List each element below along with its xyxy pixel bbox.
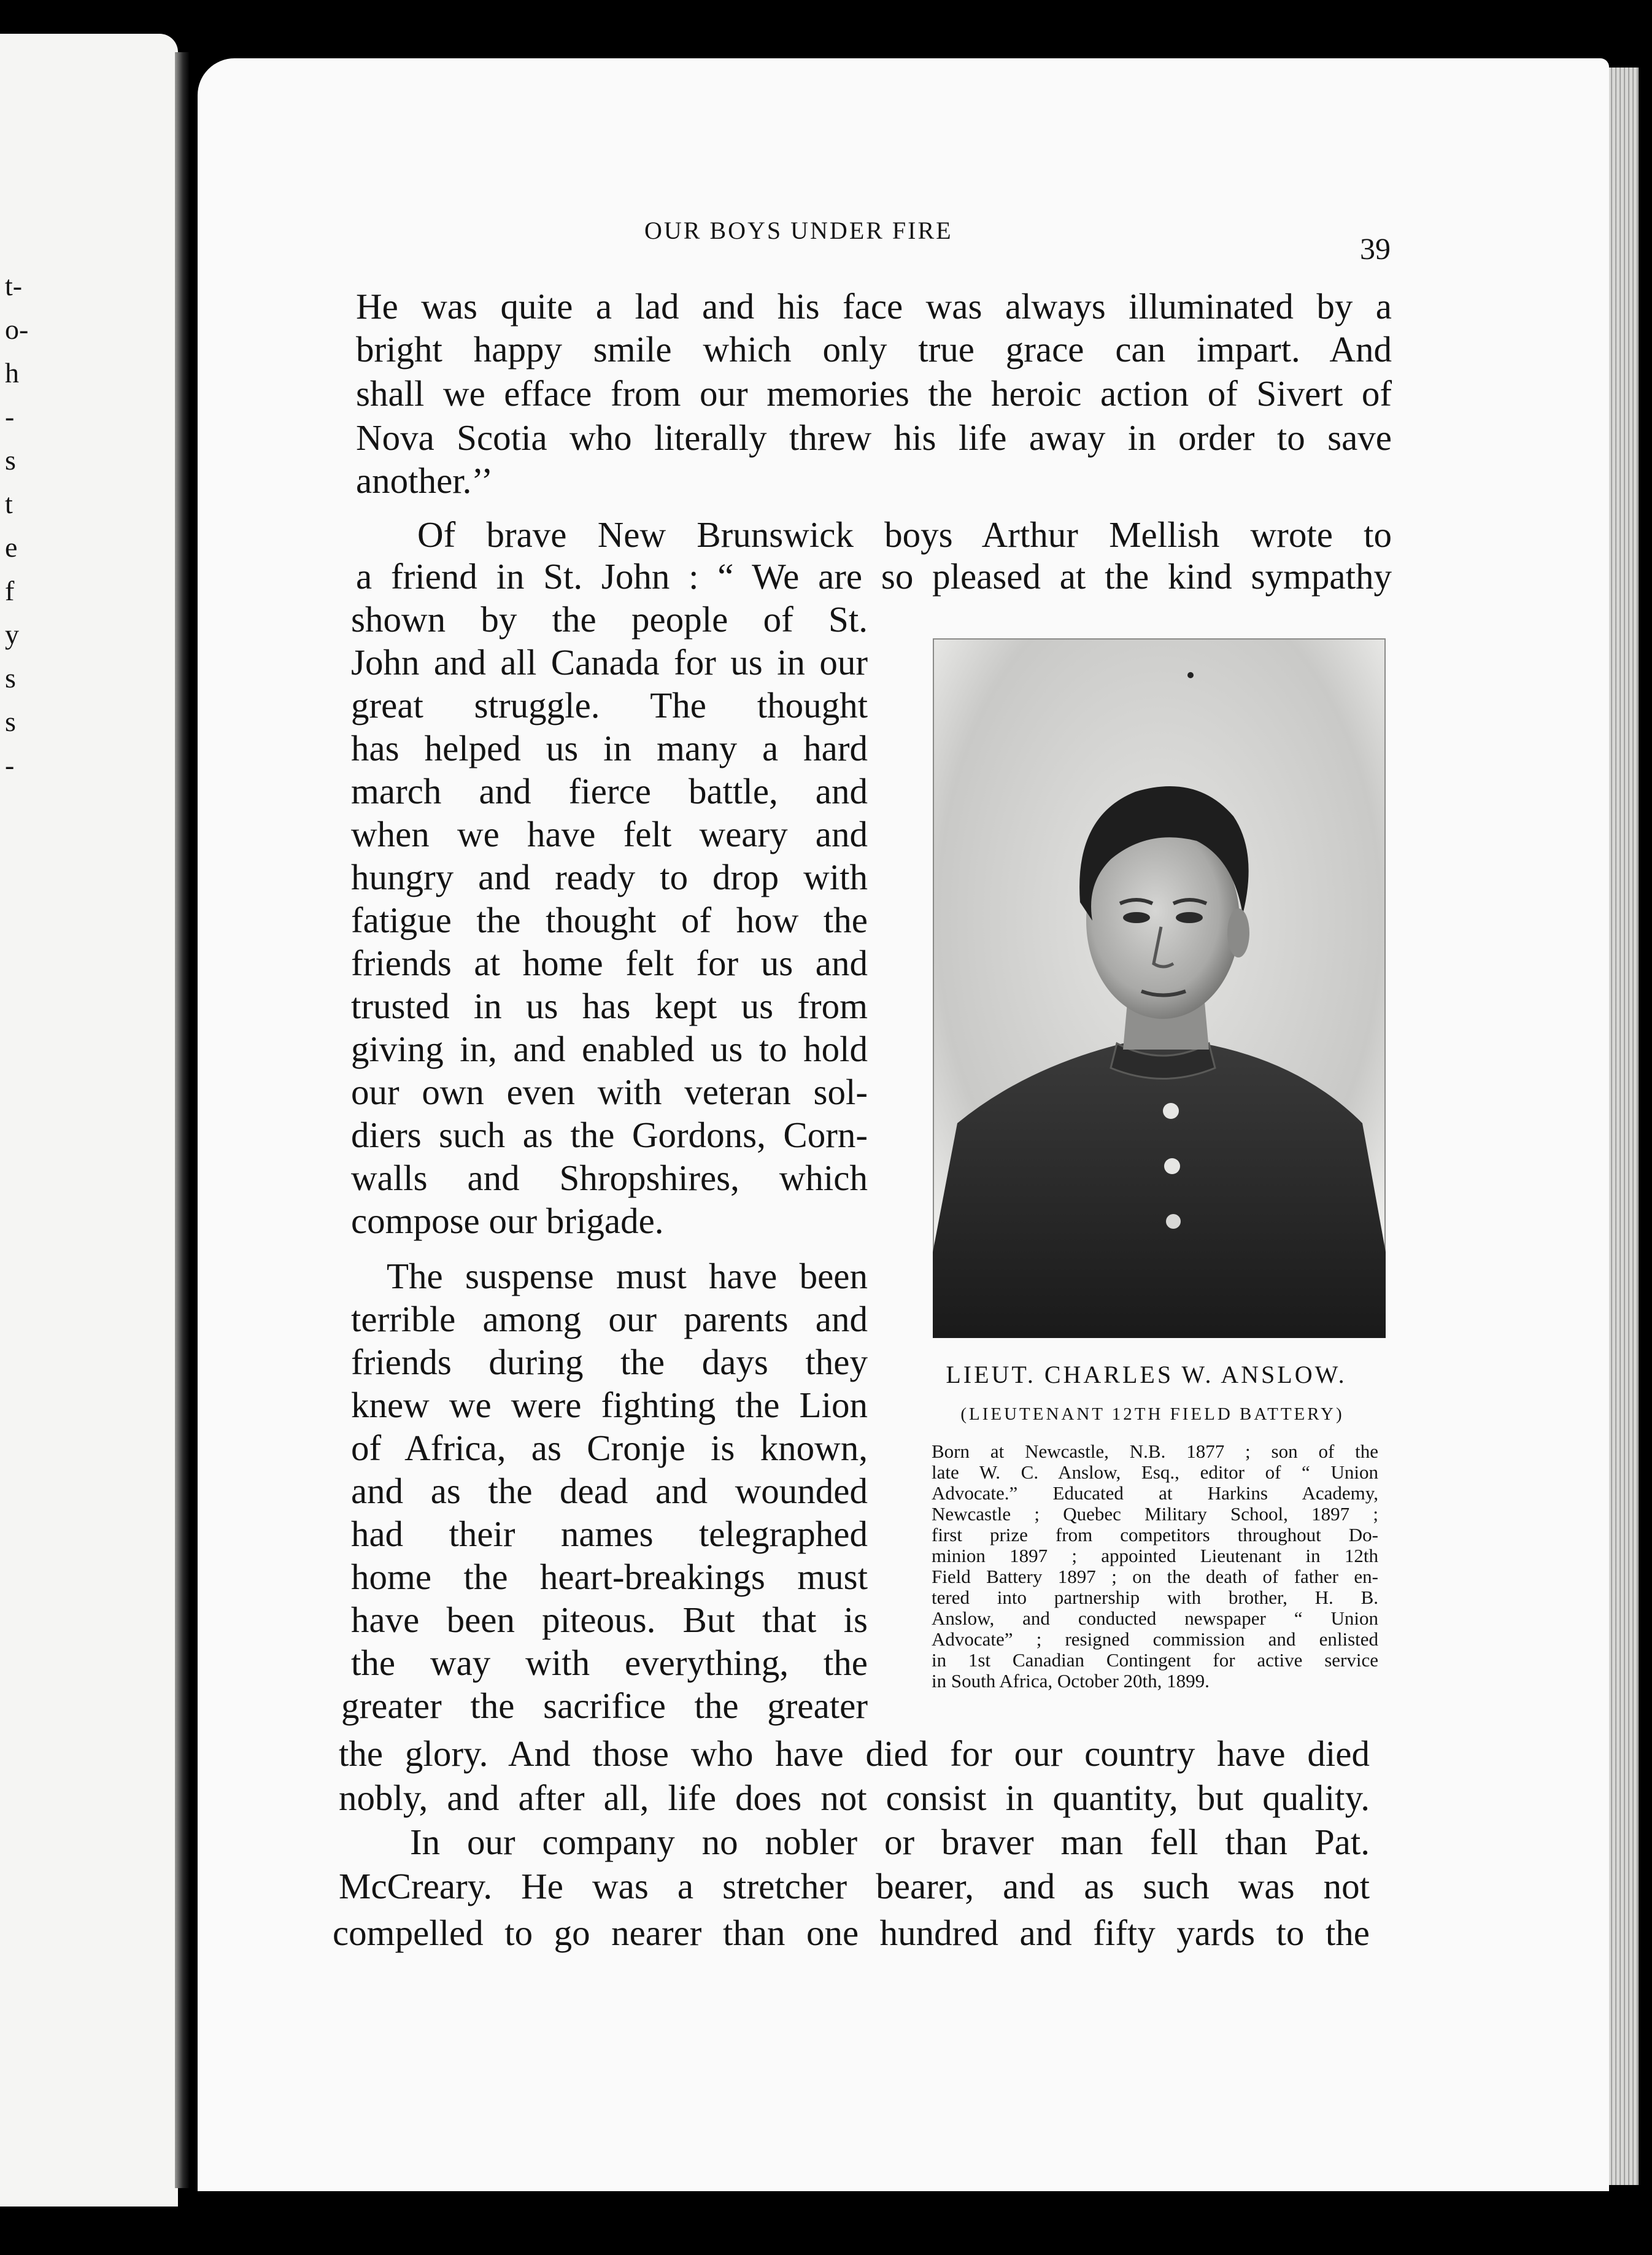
body-line: hungry and ready to drop with xyxy=(351,857,868,897)
body-line: bright happy smile which only true grace can impart. And xyxy=(356,329,1392,369)
body-line: of Africa, as Cronje is known, xyxy=(351,1428,868,1468)
fragment: t xyxy=(5,488,13,519)
body-line: our own even with veteran sol- xyxy=(351,1072,868,1112)
body-line: Nova Scotia who literally threw his life away in order to save xyxy=(356,417,1392,458)
fragment: h xyxy=(5,357,19,389)
fragment: s xyxy=(5,706,16,737)
bio-line: Advocate.” Educated at Harkins Academy, xyxy=(932,1482,1378,1504)
body-line: the way with everything, the xyxy=(351,1642,868,1683)
portrait-caption-rank: (LIEUTENANT 12TH FIELD BATTERY) xyxy=(960,1404,1345,1424)
body-line: nobly, and after all, life does not consist in quantity, but quality. xyxy=(339,1777,1370,1818)
fragment: y xyxy=(5,619,19,650)
bio-line: Advocate” ; resigned commission and enlisted xyxy=(932,1628,1378,1650)
bio-line: Born at Newcastle, N.B. 1877 ; son of the xyxy=(932,1441,1378,1462)
body-line: a friend in St. John : “ We are so pleased at the kind sympathy xyxy=(356,556,1392,597)
bio-line: Anslow, and conducted newspaper “ Union xyxy=(932,1607,1378,1629)
body-line: He was quite a lad and his face was always illuminated by a xyxy=(356,286,1392,327)
left-page-text-fragments xyxy=(5,264,29,787)
body-line: fatigue the thought of how the xyxy=(351,900,868,940)
body-line: walls and Shropshires, which xyxy=(351,1158,868,1198)
bio-line: in 1st Canadian Contingent for active service xyxy=(932,1649,1378,1671)
body-line: has helped us in many a hard xyxy=(351,728,868,768)
body-line: trusted in us has kept us from xyxy=(351,986,868,1026)
fragment: e xyxy=(5,532,18,563)
body-line: had their names telegraphed xyxy=(351,1514,868,1554)
fragment: s xyxy=(5,662,16,694)
portrait-caption-name: LIEUT. CHARLES W. ANSLOW. xyxy=(946,1361,1347,1388)
body-line: compose our brigade. xyxy=(351,1201,664,1241)
fragment: t- xyxy=(5,270,23,301)
body-line: home the heart-breakings must xyxy=(351,1557,868,1597)
body-line: giving in, and enabled us to hold xyxy=(351,1029,868,1069)
body-line: friends at home felt for us and xyxy=(351,943,868,983)
body-line: knew we were fighting the Lion xyxy=(351,1385,868,1425)
body-line: another.’’ xyxy=(356,460,493,501)
body-line: diers such as the Gordons, Corn- xyxy=(351,1115,868,1155)
fragment: f xyxy=(5,575,15,606)
portrait-image xyxy=(933,638,1386,1338)
bio-line: Field Battery 1897 ; on the death of father en- xyxy=(932,1566,1378,1587)
body-line: Of brave New Brunswick boys Arthur Mellish wrote to xyxy=(417,514,1392,555)
fragment: - xyxy=(5,749,15,781)
body-line: John and all Canada for us in our xyxy=(351,642,868,683)
body-line: the glory. And those who have died for our country have died xyxy=(339,1733,1370,1774)
body-line: The suspense must have been xyxy=(387,1256,868,1296)
bio-line: in South Africa, October 20th, 1899. xyxy=(932,1670,1210,1692)
body-line: shall we efface from our memories the heroic action of Sivert of xyxy=(356,373,1392,414)
bio-line: minion 1897 ; appointed Lieutenant in 12th xyxy=(932,1545,1378,1566)
running-head: OUR BOYS UNDER FIRE xyxy=(644,217,953,244)
bio-line: Newcastle ; Quebec Military School, 1897 ; xyxy=(932,1503,1378,1525)
fragment: o- xyxy=(5,314,29,345)
body-line: greater the sacrifice the greater xyxy=(341,1685,868,1726)
body-line: McCreary. He was a stretcher bearer, and as such was not xyxy=(339,1866,1370,1906)
body-line: shown by the people of St. xyxy=(351,599,868,640)
body-line: have been piteous. But that is xyxy=(351,1599,868,1640)
body-line: and as the dead and wounded xyxy=(351,1471,868,1511)
bio-line: tered into partnership with brother, H. B. xyxy=(932,1587,1378,1608)
body-line: friends during the days they xyxy=(351,1342,868,1382)
body-line: compelled to go nearer than one hundred and fifty yards to the xyxy=(333,1913,1370,1953)
fragment: - xyxy=(5,401,15,432)
body-line: when we have felt weary and xyxy=(351,814,868,854)
page-number: 39 xyxy=(1360,231,1391,266)
portrait-photograph xyxy=(933,638,1386,1338)
bio-line: first prize from competitors throughout Do- xyxy=(932,1524,1378,1545)
body-line: march and fierce battle, and xyxy=(351,771,868,811)
page-gutter-shadow xyxy=(175,52,190,2188)
fragment: s xyxy=(5,444,16,476)
body-line: In our company no nobler or braver man fell than Pat. xyxy=(410,1822,1370,1862)
body-line: great struggle. The thought xyxy=(351,685,868,725)
bio-line: late W. C. Anslow, Esq., editor of “ Union xyxy=(932,1461,1378,1483)
body-line: terrible among our parents and xyxy=(351,1299,868,1339)
